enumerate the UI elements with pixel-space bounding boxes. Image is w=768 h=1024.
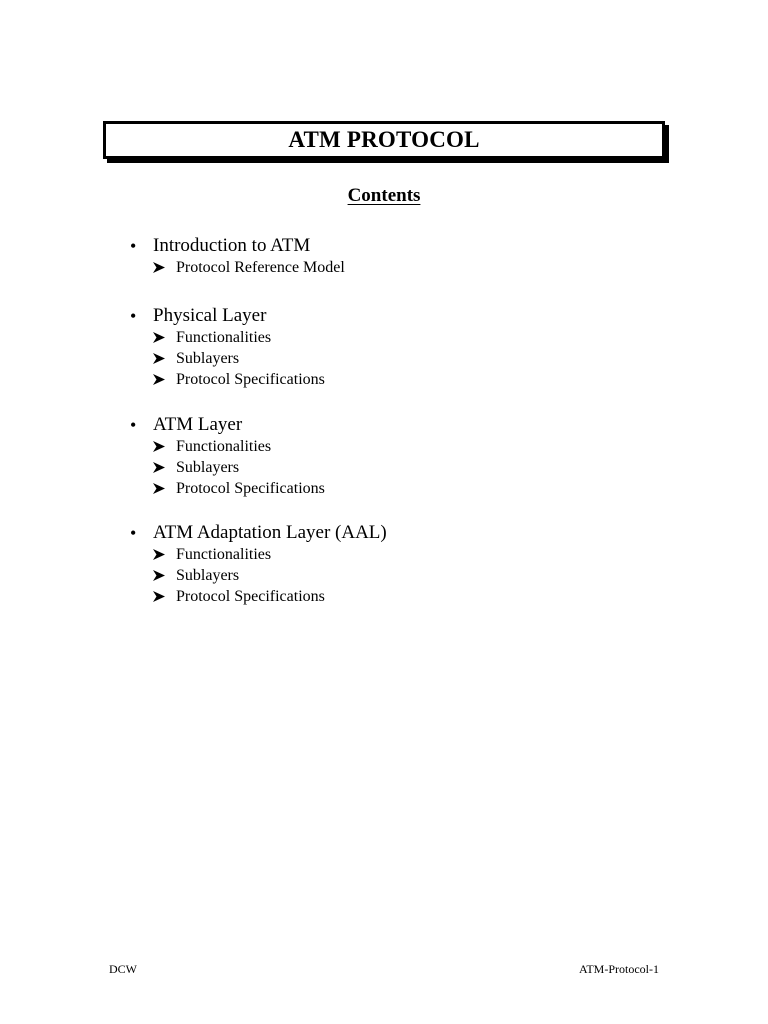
arrowhead-icon [153, 483, 176, 494]
toc-sub-item [153, 436, 325, 457]
toc-section-title [130, 522, 387, 544]
bullet-dot-icon: • [130, 306, 137, 326]
arrowhead-icon [153, 262, 176, 273]
toc-sub-list [130, 257, 345, 278]
toc-section-label: Physical Layer [153, 305, 267, 326]
toc-sub-item-label: Sublayers [176, 459, 240, 476]
toc-section-title [130, 414, 325, 436]
toc-section-atm-adaptation-layer [130, 522, 387, 607]
footer-right: ATM-Protocol-1 [579, 962, 659, 976]
toc-section-atm-layer [130, 414, 325, 499]
toc-section-label: Introduction to ATM [153, 235, 311, 256]
toc-sub-item-label: Sublayers [176, 350, 240, 367]
toc-sub-item [153, 457, 325, 478]
toc-sub-item-label: Protocol Specifications [176, 371, 325, 388]
arrowhead-icon [153, 549, 176, 560]
toc-section-label: ATM Adaptation Layer (AAL) [153, 522, 387, 543]
arrowhead-icon [153, 570, 176, 581]
bullet-dot-icon: • [130, 415, 137, 435]
toc-sub-item [153, 348, 325, 369]
toc-sub-item-label: Sublayers [176, 567, 240, 584]
toc-sub-item [153, 544, 387, 565]
toc-section-physical-layer [130, 305, 325, 390]
toc-sub-item-label: Functionalities [176, 438, 272, 455]
toc-sub-item-label: Protocol Reference Model [176, 259, 345, 276]
arrowhead-icon [153, 441, 176, 452]
toc-section-introduction [130, 235, 345, 278]
page-title: ATM PROTOCOL [288, 127, 480, 152]
bullet-dot-icon: • [130, 523, 137, 543]
title-box [103, 121, 665, 159]
toc-sub-item-label: Functionalities [176, 546, 272, 563]
toc-section-title [130, 305, 325, 327]
toc-sub-list [130, 544, 387, 607]
arrowhead-icon [153, 591, 176, 602]
toc-sub-list [130, 436, 325, 499]
arrowhead-icon [153, 374, 176, 385]
contents-heading: Contents [347, 185, 421, 206]
bullet-dot-icon: • [130, 236, 137, 256]
toc-sub-item [153, 565, 387, 586]
arrowhead-icon [153, 332, 176, 343]
toc-sub-item [153, 478, 325, 499]
toc-sub-item [153, 257, 345, 278]
toc-sub-item-label: Functionalities [176, 329, 272, 346]
toc-section-title [130, 235, 345, 257]
toc-sub-list [130, 327, 325, 390]
arrowhead-icon [153, 353, 176, 364]
toc-sub-item [153, 327, 325, 348]
toc-sub-item [153, 586, 387, 607]
arrowhead-icon [153, 462, 176, 473]
toc-sub-item-label: Protocol Specifications [176, 588, 325, 605]
toc-sub-item-label: Protocol Specifications [176, 480, 325, 497]
footer-left: DCW [109, 962, 137, 976]
toc-section-label: ATM Layer [153, 414, 243, 435]
toc-sub-item [153, 369, 325, 390]
